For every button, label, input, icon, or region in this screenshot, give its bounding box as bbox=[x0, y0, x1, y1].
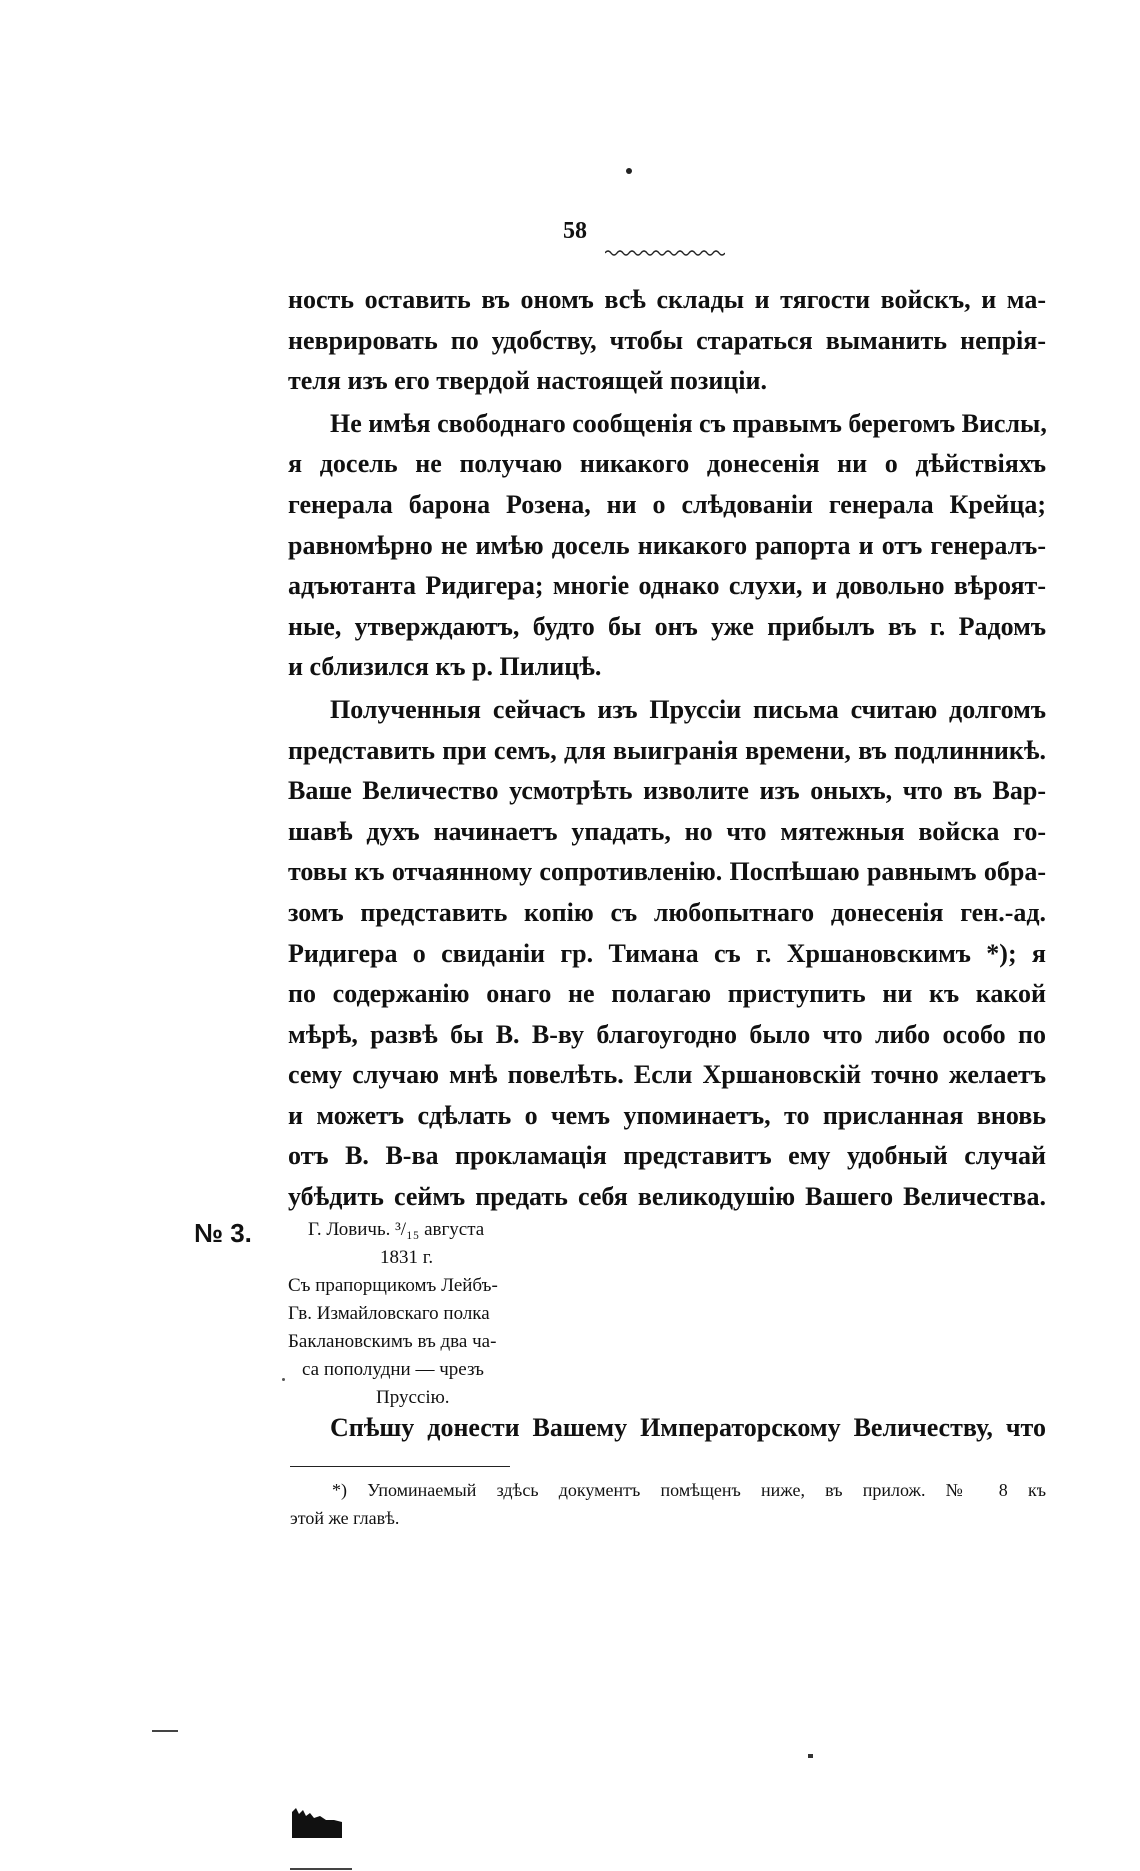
page-number: 58 bbox=[563, 218, 587, 244]
footnote-line: *) Упоминаемый здѣсь документъ помѣщенъ ниже, въ прилож. № 8 къ bbox=[332, 1480, 1046, 1500]
text-line: товы къ отчаянному сопротивленію. Поспѣшаю равнымъ обра- bbox=[288, 857, 1046, 887]
text-line: зомъ представить копію съ любопытнаго донесенія ген.-ад. bbox=[288, 897, 1046, 927]
main-text bbox=[288, 280, 1046, 1218]
text-line: Полученныя сейчасъ изъ Пруссіи письма считаю долгомъ bbox=[330, 694, 1046, 724]
meta-line: Съ прапорщикомъ Лейбъ- bbox=[288, 1275, 498, 1296]
footnote-divider bbox=[290, 1466, 510, 1467]
text-line: равномѣрно не имѣю досель никакого рапорта и отъ генералъ- bbox=[288, 530, 1046, 560]
text-line: мѣрѣ, развѣ бы В. В-ву благоугодно было что либо особо по bbox=[288, 1019, 1046, 1049]
text-line: по содержанію онаго не полагаю приступить ни къ какой bbox=[288, 979, 1046, 1009]
ink-speck bbox=[626, 168, 632, 174]
footnote bbox=[290, 1476, 1046, 1532]
meta-line: Гв. Измайловскаго полка bbox=[288, 1303, 490, 1324]
meta-line: са пополудни — чрезъ bbox=[302, 1359, 484, 1380]
meta-line: 1831 г. bbox=[380, 1247, 434, 1268]
footnote-line: этой же главѣ. bbox=[290, 1508, 400, 1528]
text-line: Ваше Величество усмотрѣть изволите изъ оныхъ, что въ Вар- bbox=[288, 776, 1046, 806]
text-line: отъ В. В-ва прокламація представитъ ему удобный случай bbox=[288, 1141, 1046, 1171]
document-header-note bbox=[288, 1216, 548, 1412]
text-line: я досель не получаю никакого донесенія ни о дѣйствіяхъ bbox=[288, 449, 1046, 479]
bottom-rule bbox=[290, 1868, 352, 1870]
page-number-ornament bbox=[605, 248, 725, 258]
text-line: представить при семъ, для выигранія времени, въ подлинникѣ. bbox=[288, 735, 1046, 765]
text-line: и сблизился къ р. Пилицѣ. bbox=[288, 652, 602, 682]
text-line: сему случаю мнѣ повелѣть. Если Хршановскій точно желаетъ bbox=[288, 1060, 1046, 1090]
text-line: шавѣ духъ начинаетъ упадать, но что мятежныя войска го- bbox=[288, 816, 1046, 846]
ink-speck bbox=[282, 1378, 285, 1381]
text-line: Ридигера о свиданіи гр. Тимана съ г. Хршановскимъ *); я bbox=[288, 938, 1046, 968]
meta-line: Пруссію. bbox=[376, 1387, 450, 1408]
meta-line: Г. Ловичь. ³/₁₅ августа bbox=[308, 1219, 485, 1240]
text-line: Не имѣя свободнаго сообщенія съ правымъ берегомъ Вислы, bbox=[330, 408, 1047, 438]
text-line: адъютанта Ридигера; многіе однако слухи, и довольно вѣроят- bbox=[288, 571, 1046, 601]
ink-blot-icon bbox=[290, 1808, 342, 1838]
text-line: генерала барона Розена, ни о слѣдованіи генерала Крейца; bbox=[288, 489, 1046, 519]
text-line: ность оставить въ ономъ всѣ склады и тягости войскъ, и ма- bbox=[288, 285, 1046, 314]
text-line: неврировать по удобству, чтобы стараться выманить непрія- bbox=[288, 325, 1046, 355]
text-line: теля изъ его твердой настоящей позиціи. bbox=[288, 366, 767, 396]
text-line: ные, утверждаютъ, будто бы онъ уже прибылъ въ г. Радомъ bbox=[288, 611, 1046, 641]
document-number: № 3. bbox=[194, 1218, 252, 1248]
letter-opening-line: Спѣшу донести Вашему Императорскому Величеству, что bbox=[330, 1413, 1046, 1442]
text-line: убѣдить сеймъ предать себя великодушію Вашего Величества. bbox=[288, 1182, 1046, 1212]
text-line: и можетъ сдѣлать о чемъ упоминаетъ, то присланная вновь bbox=[288, 1100, 1046, 1130]
margin-mark bbox=[152, 1730, 178, 1732]
ink-speck bbox=[808, 1754, 813, 1758]
meta-line: Баклановскимъ въ два ча- bbox=[288, 1331, 497, 1352]
